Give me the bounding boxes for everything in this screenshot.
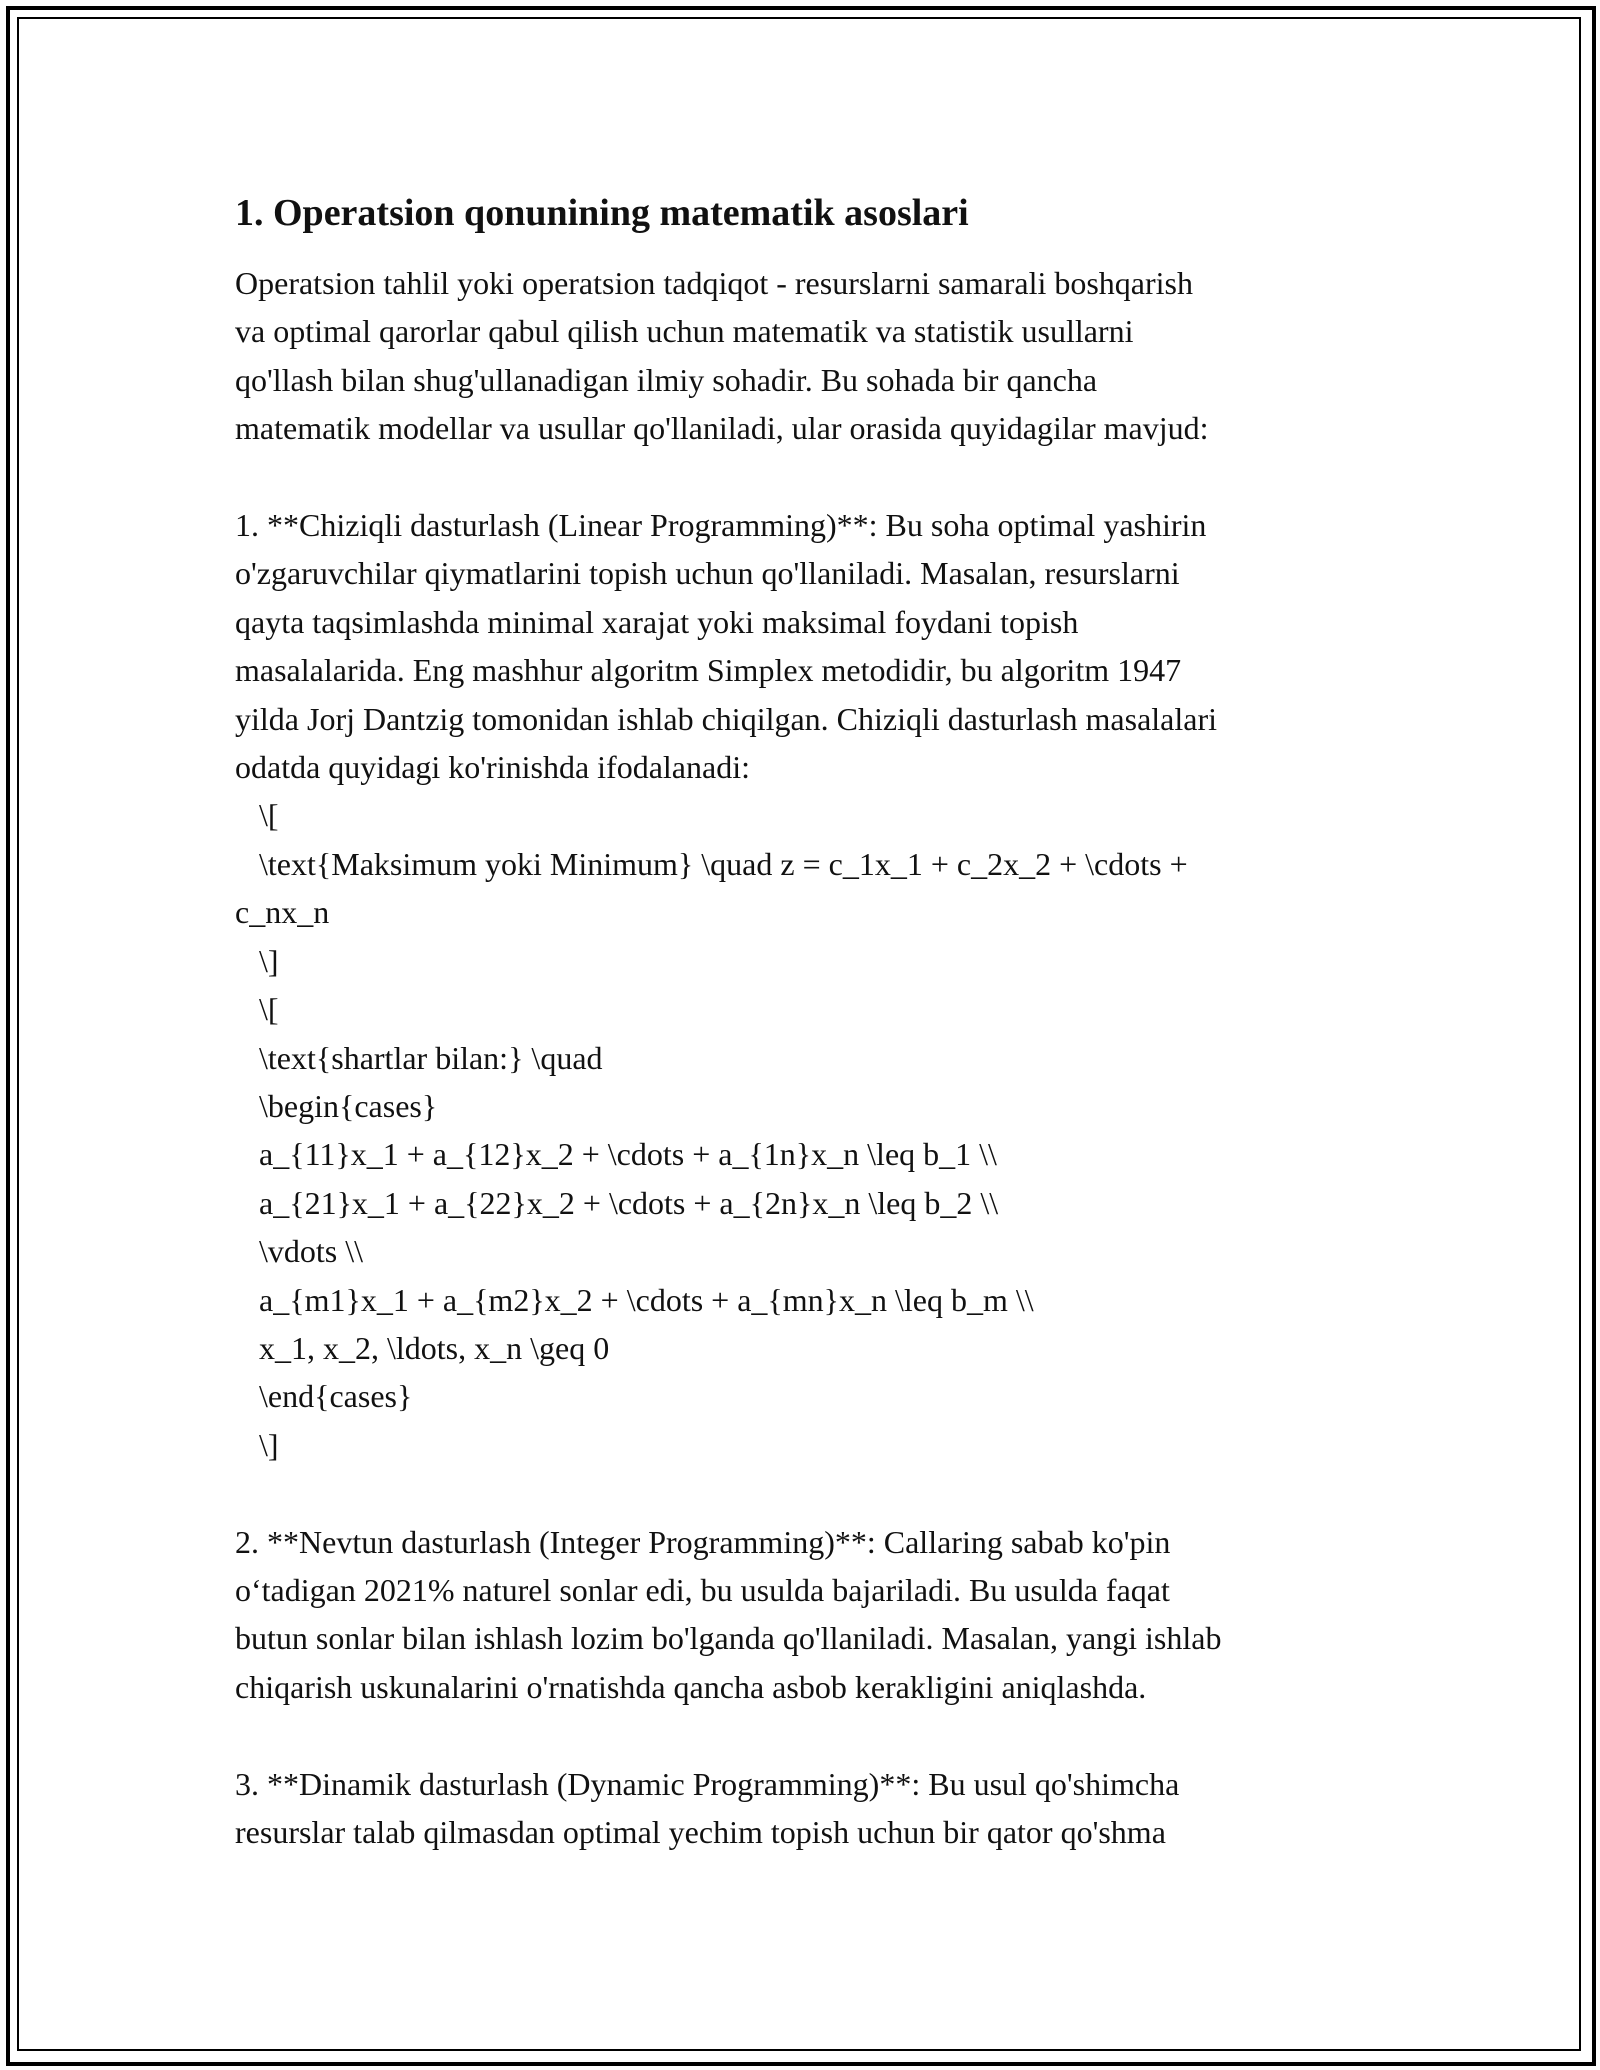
text-line	[235, 1711, 1385, 1759]
text-line: odatda quyidagi ko'rinishda ifodalanadi:	[235, 749, 750, 786]
document-content	[235, 185, 1385, 1856]
text-line: a_{21}x_1 + a_{22}x_2 + \cdots + a_{2n}x_n \leq b_2 \\	[235, 1184, 999, 1221]
text-line: qayta taqsimlashda minimal xarajat yoki maksimal foydani topish	[235, 603, 1079, 640]
text-line: \vdots \\	[235, 1233, 364, 1270]
text-line: va optimal qarorlar qabul qilish uchun matematik va statistik usullarni	[235, 313, 1134, 350]
text-line: matematik modellar va usullar qo'llaniladi, ular orasida quyidagilar mavjud:	[235, 410, 1209, 447]
text-line: butun sonlar bilan ishlash lozim bo'lganda qo'llaniladi. Masalan, yangi ishlab	[235, 1620, 1222, 1657]
text-line: o‘tadigan 2021% naturel sonlar edi, bu usulda bajariladi. Bu usulda faqat	[235, 1571, 1170, 1608]
text-line: \]	[235, 942, 279, 979]
text-line: \text{shartlar bilan:} \quad	[235, 1039, 603, 1076]
text-line: \text{Maksimum yoki Minimum} \quad z = c_1x_1 + c_2x_2 + \cdots +	[235, 845, 1188, 882]
document-title: 1. Operatsion qonunining matematik asoslari	[235, 192, 969, 234]
text-line: chiqarish uskunalarini o'rnatishda qancha asbob kerakligini aniqlashda.	[235, 1668, 1147, 1705]
text-line: a_{11}x_1 + a_{12}x_2 + \cdots + a_{1n}x_n \leq b_1 \\	[235, 1136, 997, 1173]
text-line: Operatsion tahlil yoki operatsion tadqiqot - resurslarni samarali boshqarish	[235, 265, 1193, 301]
text-line: 3. **Dinamik dasturlash (Dynamic Programming)**: Bu usul qo'shimcha	[235, 1765, 1180, 1802]
text-line	[235, 1469, 1385, 1517]
text-line: 2. **Nevtun dasturlash (Integer Programming)**: Callaring sabab ko'pin	[235, 1523, 1171, 1560]
text-line: c_nx_n	[235, 894, 330, 931]
text-line: \[	[235, 991, 279, 1028]
text-line: \begin{cases}	[235, 1087, 438, 1124]
text-line: \]	[235, 1426, 279, 1463]
text-line: \[	[235, 797, 279, 834]
text-line: o'zgaruvchilar qiymatlarini topish uchun qo'llaniladi. Masalan, resurslarni	[235, 555, 1180, 592]
text-line: 1. **Chiziqli dasturlash (Linear Programming)**: Bu soha optimal yashirin	[235, 507, 1207, 544]
text-line: a_{m1}x_1 + a_{m2}x_2 + \cdots + a_{mn}x_n \leq b_m \\	[235, 1281, 1034, 1318]
document-body	[235, 259, 1385, 1856]
text-line: x_1, x_2, \ldots, x_n \geq 0	[235, 1329, 610, 1366]
text-line: masalalarida. Eng mashhur algoritm Simplex metodidir, bu algoritm 1947	[235, 652, 1182, 689]
text-line: \end{cases}	[235, 1378, 413, 1415]
text-line: resurslar talab qilmasdan optimal yechim topish uchun bir qator qo'shma	[235, 1814, 1166, 1850]
text-line: qo'llash bilan shug'ullanadigan ilmiy sohadir. Bu sohada bir qancha	[235, 361, 1098, 398]
text-line	[235, 453, 1385, 501]
text-line: yilda Jorj Dantzig tomonidan ishlab chiqilgan. Chiziqli dasturlash masalalari	[235, 700, 1218, 737]
